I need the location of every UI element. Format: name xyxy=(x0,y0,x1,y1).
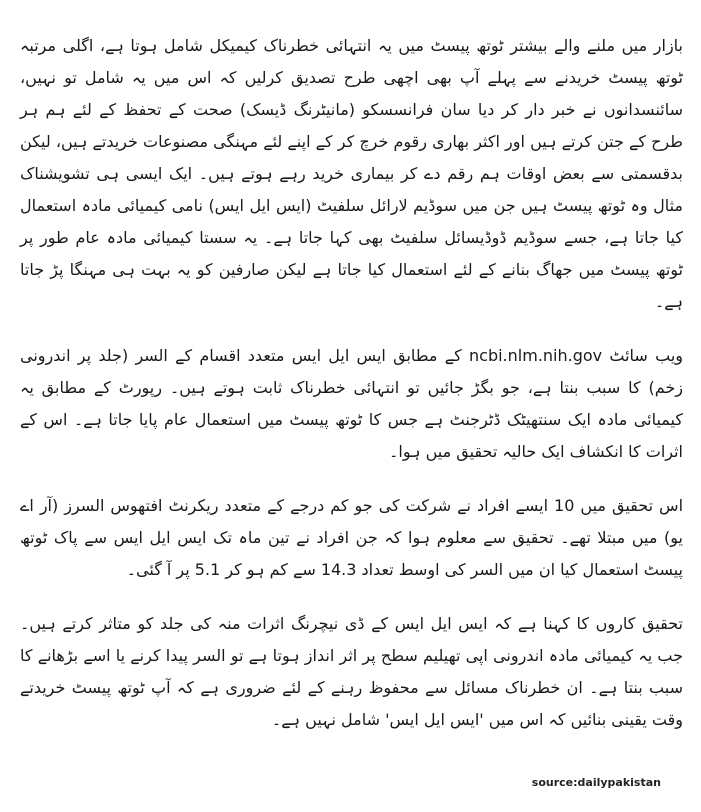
paragraph-study: اس تحقیق میں 10 ایسے افراد نے شرکت کی جو کم درجے کے متعدد ریکرنٹ افتھوس السرز (آر اے یو) میں مبتلا تھے۔ تحقیق سے معلوم ہوا کہ جن افراد نے تین ماہ تک ایس ایل ایس سے پاک ٹوتھ پیسٹ استعمال کیا ان میں السر کی اوسط تعداد 14.3 سے کم ہو کر 5.1 پر آ گئی۔ xyxy=(20,496,684,579)
paragraph-intro: بازار میں ملنے والے بیشتر ٹوتھ پیسٹ میں یہ انتہائی خطرناک کیمیکل شامل ہوتا ہے، اگلی مرتبہ ٹوتھ پیسٹ خریدنے سے پہلے آپ بھی اچھی طرح تصدیق کرلیں کہ اس میں یہ شامل تو نہیں، سائنسدانوں نے خبر دار کر دیا سان فرانسسکو (مانیٹرنگ ڈیسک) صحت کے تحفظ کے لئے ہم ہر طرح کے جتن کرتے ہیں اور اکثر بھاری رقوم خرچ کر کے اپنے لئے مہنگی مصنوعات خریدتے ہیں، لیکن بدقسمتی سے بعض اوقات ہم رقم دے کر بیماری خرید رہے ہوتے ہیں۔ ایک ایسی ہی تشویشناک مثال وہ ٹوتھ پیسٹ ہیں جن میں سوڈیم لارائل سلفیٹ (ایس ایل ایس) نامی کیمیائی مادہ استعمال کیا جاتا ہے، جسے سوڈیم ڈوڈیسائل سلفیٹ بھی کہا جاتا ہے۔ یہ سستا کیمیائی مادہ عام طور پر ٹوتھ پیسٹ میں جھاگ بنانے کے لئے استعمال کیا جاتا ہے لیکن صارفین کو یہ بہت ہی مہنگا پڑ جاتا ہے۔ xyxy=(20,36,683,311)
paragraph-conclusion: تحقیق کاروں کا کہنا ہے کہ ایس ایل ایس کے ڈی نیچرنگ اثرات منہ کی جلد کو متاثر کرتے ہیں۔ جب یہ کیمیائی مادہ اندرونی اپی تھیلیم سطح پر اثر انداز ہوتا ہے تو السر پیدا کرنے یا اسے بڑھانے کا سبب بنتا ہے۔ ان خطرناک مسائل سے محفوظ رہنے کے لئے ضروری ہے کہ آپ ٹوتھ پیسٹ خریدتے وقت یقینی بنائیں کہ اس میں 'ایس ایل ایس' شامل نہیں ہے۔ xyxy=(20,614,683,729)
paragraph-ncbi: ویب سائٹ ncbi.nlm.nih.gov کے مطابق ایس ایل ایس متعدد اقسام کے السر (جلد پر اندرونی زخم) کا سبب بنتا ہے، جو بگڑ جائیں تو انتہائی خطرناک ثابت ہوتے ہیں۔ رپورٹ کے مطابق یہ کیمیائی مادہ ایک سنتھیٹک ڈٹرجنٹ ہے جس کا ٹوتھ پیسٹ میں استعمال عام پایا جاتا ہے۔ اس کے اثرات کا انکشاف ایک حالیہ تحقیق میں ہوا۔ xyxy=(20,346,683,461)
source-credit: source:dailypakistan xyxy=(531,776,661,789)
